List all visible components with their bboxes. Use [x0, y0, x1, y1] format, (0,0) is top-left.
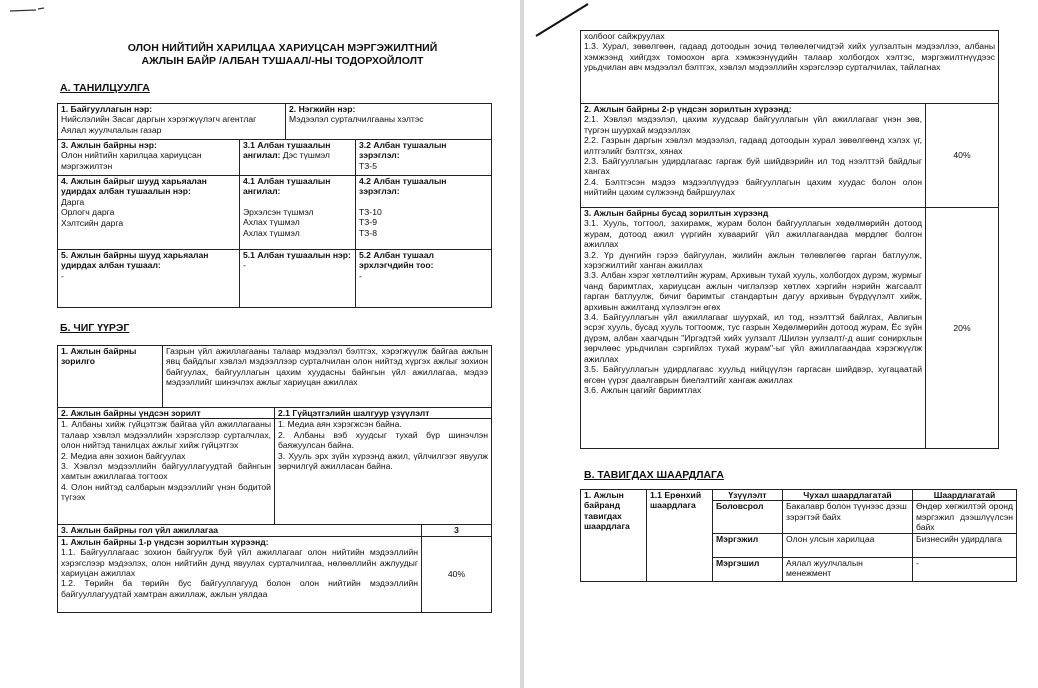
section-c-heading: В. ТАВИГДАХ ШААРДЛАГА [584, 469, 724, 481]
org-value: Нийслэлийн Засаг даргын хэрэгжүүлэгч агентлаг Аялал жуулчлалын газар [61, 114, 257, 135]
goal1-header: 1. Ажлын байрны 1-р үндсэн зорилтын хүрээнд: [61, 536, 269, 547]
goal3-text: 3.1. Хууль, тогтоол, захирамж, журам болон байгууллагын хөдөлмөрийн дотоод журам, дотоод ажил үүргийн хуваарийг үйл ажиллагаандаа мөрдлөг болгон ажиллах 3.2. Үр дүнгийн гэрээ байгуулан, жилийн ажлын төлөвлөгөө гарган батлуулж, хэрэгжилтийг ханган ажиллах 3.3. Албан хэрэг хөтлөлтийн журам, Архивын тухай хууль, холбогдох дүрэм, журмыг чанд баримтлах, хариуцсан ажлын чиглэлээр хөтлөх хэргийн нэрийн жагсаалт гарган батлуулж, бичиг баримтыг стандартын дагуу архивын бүрдүүлэлт хийж, архивын ажилтанд хүлээлгэн өгөх 3.4. Байгууллагын үйл ажиллагааг шуурхай, ил тод, нээлттэй байлгах, Авлигын эсрэг хууль, бусад хууль тогтоомж, тус газрын Хөдөлмөрийн дотоод журам, Ёс зүйн дүрэм, албан хаагчдын "Иргэдтэй хийх уулзалт /Шилэн уулзалт/-д ашиг сонирхлын зөрчлөөс урьдчилан сэргийлэх тухай журам"-ыг үйл ажиллагаандаа хэрэгжүүлж ажиллах 3.5. Байгууллагын удирдлагаас хуульд нийцүүлэн гаргасан шийдвэр, хугацаатай өгсөн үүрэг даалгаврын биелэлтийг хангаж ажиллах 3.6. Ажлын цагийг баримтлах [584, 218, 922, 395]
subordinate-cell [58, 250, 240, 308]
subordinate-label: 5. Ажлын байрны шууд харьяалан удирдах албан тушаал: [61, 250, 209, 271]
document-title [60, 42, 505, 68]
supervisor-rank: ТЗ-9 [359, 217, 378, 228]
supervisor-category: Ахлах түшмэл [243, 227, 300, 238]
unit-value: Мэдээлэл сурталчилгааны хэлтэс [289, 114, 424, 125]
category-label: 3.1 Албан тушаалын ангилал: [243, 140, 331, 161]
goal1-continued-text: холбоог сайжруулах 1.3. Хурал, зөвөлгөөн, гадаад дотоодын зочид төлөөлөгчидтэй хийх уулзалтын мэдээллээ, албаны хэмжээнд хийгдэх томоохон арга хэмжээнүүдийн талаар холбогдох хэлтэс, мэргэжилтнүүдээс урьдчилан авч мэдээлэл бэлтгэх, хэвлэл мэдээллийн хэрэгслээр сурталчилах, тайлагнах [581, 31, 999, 104]
rank-value: ТЗ-5 [359, 160, 378, 171]
row-essential: Бакалавр болон түүнээс дээш зэрэгтэй байх [783, 501, 913, 533]
category-cell [240, 140, 356, 176]
supervisor-category: Ахлах түшмэл [243, 217, 300, 228]
org-cell [58, 104, 286, 140]
purpose-text: Газрын үйл ажиллагааны талаар мэдээлэл бэлтгэх, хэрэгжүүлж байгаа ажлын явц байдлыг хэвлэл мэдээллээр сурталчилан олон нийтэд хүргэх ажлыг зохион байгуулах, байгууллагын цахим хуудасны байнгын үйл ажиллагаа, мэдээ мэдээллийг шинэчлэх ажлыг хариуцан ажиллах [163, 346, 492, 408]
supervisor-rank: ТЗ-8 [359, 227, 378, 238]
supervisor-category-cell [240, 176, 356, 250]
supervisor-rank-cell [356, 176, 492, 250]
pen-mark-icon [8, 4, 48, 14]
supervisor-rank-label: 4.2 Албан тушаалын зэрэглэл: [359, 176, 447, 197]
criteria-header: 2.1 Гүйцэтгэлийн шалгуур үзүүлэлт [275, 408, 492, 419]
main-activities-header: 3. Ажлын байрны гол үйл ажиллагаа [58, 525, 422, 536]
section-a-heading: А. ТАНИЛЦУУЛГА [60, 82, 150, 94]
supervisor-name: Хэлтсийн дарга [61, 217, 124, 228]
subordinate-name-label: 5.1 Албан тушаалын нэр: [243, 250, 351, 260]
col-indicator: Үзүүлэлт [713, 490, 783, 501]
goals-text: 1. Албаны хийж гүйцэтгэж байгаа үйл ажиллагааны талаар хэвлэл мэдээллийн хэрэгслээр сурталчлах, олон нийтэд танилцах ажлыг хийж гүйцэтгэх 2. Медиа аян зохион байгуулах 3. Хэвлэл мэдээллийн байгууллагуудтай байнгын хамтын ажиллагаа тогтоох 4. Олон нийтэд салбарын мэдээллийг үнэн бодитой түгээх [58, 419, 275, 525]
supervisor-cell [58, 176, 240, 250]
requirements-label: 1. Ажлын байранд тавигдах шаардлага [581, 490, 647, 582]
row-desirable: Өндөр хөгжилтэй оронд мэргэжил дээшлүүлсэн байх [913, 501, 1017, 533]
duties-table [57, 345, 492, 613]
section-b-heading: Б. ЧИГ ҮҮРЭГ [60, 322, 130, 334]
unit-cell [286, 104, 492, 140]
col-essential: Чухал шаардлагатай [783, 490, 913, 501]
title-line-1: ОЛОН НИЙТИЙН ХАРИЛЦАА ХАРИУЦСАН МЭРГЭЖИЛТНИЙ [127, 42, 438, 54]
subordinate-name-value: - [243, 260, 246, 271]
goal3-cell [581, 208, 926, 449]
col-desirable: Шаардлагатай [913, 490, 1017, 501]
subordinate-count-cell [356, 250, 492, 308]
row-name: Мэргэшил [713, 557, 783, 581]
supervisor-name: Дарга [61, 196, 85, 207]
title-line-2: АЖЛЫН БАЙР /АЛБАН ТУШААЛ/-НЫ ТОДОРХОЙЛОЛТ [141, 55, 424, 67]
row-desirable: - [913, 557, 1017, 581]
right-page [524, 0, 1038, 688]
general-requirements-label: 1.1 Ерөнхий шаардлага [647, 490, 713, 582]
row-desirable: Бизнесийн удирдлага [913, 533, 1017, 557]
category-value: Дэс түшмэл [282, 150, 330, 161]
purpose-label: 1. Ажлын байрны зорилго [58, 346, 163, 408]
row-essential: Олон улсын харилцаа [783, 533, 913, 557]
goal2-percent: 40% [926, 104, 999, 208]
position-value: Олон нийтийн харилцаа хариуцсан мэргэжилтэн [61, 150, 202, 171]
row-name: Боловсрол [713, 501, 783, 533]
row-name: Мэргэжил [713, 533, 783, 557]
rank-label: 3.2 Албан тушаалын зэрэглэл: [359, 140, 447, 161]
subordinate-name-cell [240, 250, 356, 308]
goal2-header: 2. Ажлын байрны 2-р үндсэн зорилтын хүрээнд: [584, 104, 792, 114]
supervisor-name: Орлогч дарга [61, 207, 115, 218]
org-label: 1. Байгууллагын нэр: [61, 104, 153, 114]
goal3-percent: 20% [926, 208, 999, 449]
goal2-text: 2.1. Хэвлэл мэдээлэл, цахим хуудсаар байгууллагын үйл ажиллагааг үнэн зөв, түргэн шуурхай мэдээллэх 2.2. Газрын даргын хэвлэл мэдээлэл, гадаад дотоодын хурал зөвөлгөөнд хэлэх үг, илтгэлийг бэлтгэх, хянах 2.3. Байгууллагын удирдлагаас гаргаж буй шийдвэрийн ил тод нээлттэй байдлыг хангах 2.4. Бэлтгэсэн мэдээ мэдээллүүдээ байгууллагын цахим хуудас болон олон нийтийн цахим сүлжээнд байршуулах [584, 114, 922, 198]
goal1-percent: 40% [422, 536, 492, 612]
criteria-text: 1. Медиа аян хэрэгжсэн байна. 2. Албаны вэб хуудсыг тухай бүр шинэчлэн баяжуулсан байна. 3. Хууль эрх зүйн хүрээнд ажил, үйлчилгээг явуулж зөрчилгүй ажилласан байна. [275, 419, 492, 525]
duties-continued-table [580, 30, 999, 449]
unit-label: 2. Нэгжийн нэр: [289, 104, 356, 114]
goal2-cell [581, 104, 926, 208]
goal1-text: 1.1. Байгууллагаас зохион байгуулж буй үйл ажиллагааг олон нийтийн мэдээллийн хэрэгслээр мэдээлэх, олон нийтийн дунд явуулах сурталчилгаа, нөлөөллийн ажлуудыг хариуцан ажиллах 1.2. Төрийн ба төрийн бус байгууллагууд болон олон нийтийн мэдээллийн байгууллагуудтай хамтран ажиллаж, ажлын уялдаа [61, 547, 418, 599]
subordinate-count-value: - [359, 270, 362, 281]
subordinate-count-label: 5.2 Албан тушаал эрхлэгчдийн тоо: [359, 250, 434, 271]
requirements-table [580, 489, 1017, 582]
main-activities-count: 3 [422, 525, 492, 536]
supervisor-category-label: 4.1 Албан тушаалын ангилал: [243, 176, 331, 197]
goal3-header: 3. Ажлын байрны бусад зорилтын хүрээнд [584, 208, 769, 218]
position-cell [58, 140, 240, 176]
supervisor-label: 4. Ажлын байрыг шууд харьяалан удирдах албан тушаалын нэр: [61, 176, 207, 197]
supervisor-rank: ТЗ-10 [359, 206, 382, 217]
supervisor-category: Эрхэлсэн түшмэл [243, 206, 314, 217]
intro-table [57, 103, 492, 308]
subordinate-value: - [61, 270, 64, 281]
position-label: 3. Ажлын байрны нэр: [61, 140, 157, 150]
goal1-cell [58, 536, 422, 612]
goals-header: 2. Ажлын байрны үндсэн зорилт [58, 408, 275, 419]
row-essential: Аялал жуулчлалын менежмент [783, 557, 913, 581]
rank-cell [356, 140, 492, 176]
